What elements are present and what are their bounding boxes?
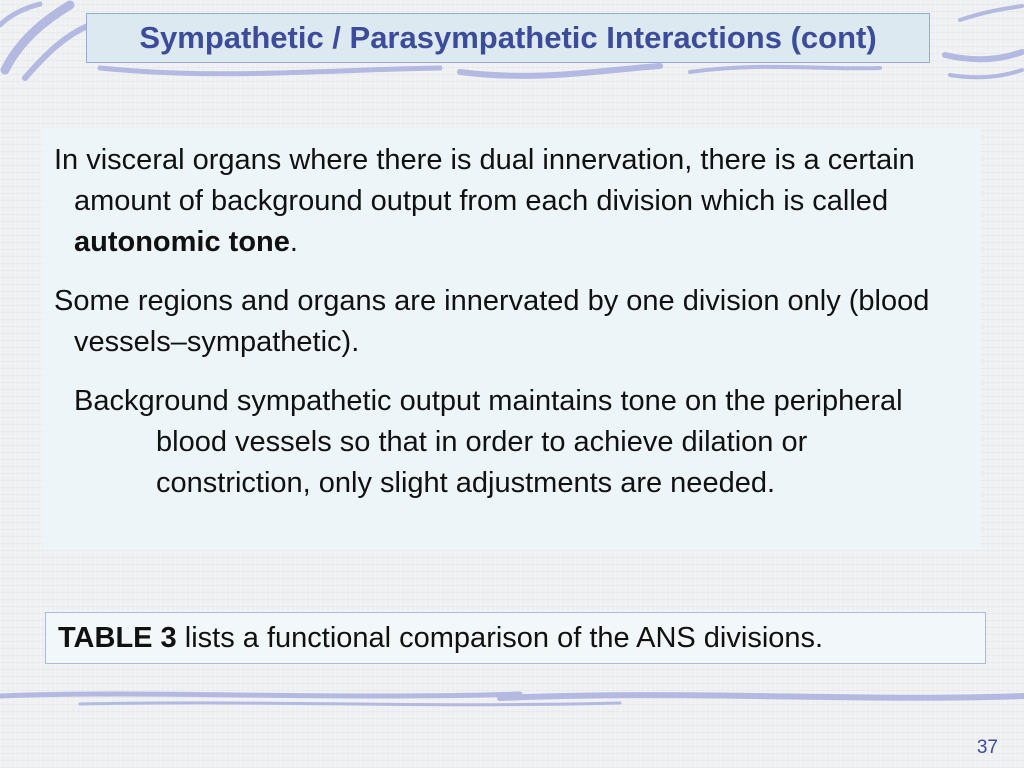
swoosh-top-left-3	[0, 4, 40, 25]
content-box	[42, 128, 980, 550]
table-note-box	[45, 612, 986, 664]
swoosh-bottom-2	[500, 695, 1024, 698]
autonomic-tone-term: autonomic tone	[74, 226, 290, 258]
swoosh-top-right-3	[960, 6, 1022, 20]
table-note-text: lists a functional comparison of the ANS divisions.	[176, 621, 824, 654]
swoosh-bottom-3	[80, 703, 620, 705]
table-note	[58, 622, 823, 655]
swoosh-top-right-1	[945, 52, 1022, 59]
title-box	[86, 13, 930, 63]
swoosh-top-3	[690, 67, 880, 72]
page-number: 37	[976, 737, 998, 758]
swoosh-bottom-1	[0, 694, 520, 696]
paragraph-single-innervation: Some regions and organs are innervated by one division only (blood vessels–sympathetic).	[54, 285, 930, 358]
paragraph-background-sympathetic: Background sympathetic output maintains tone on the peripheral blood vessels so that in order to achieve dilation or constriction, only slight adjustments are needed.	[74, 385, 903, 499]
paragraph-1-end: .	[289, 226, 298, 258]
swoosh-top-1	[100, 68, 440, 74]
table-reference: TABLE 3	[58, 621, 177, 654]
swoosh-top-right-2	[950, 70, 1022, 77]
paragraph-dual-innervation	[54, 140, 962, 263]
paragraph-1-text: In visceral organs where there is dual innervation, there is a certain amount of background output from each division which is called	[54, 144, 915, 217]
slide-title: Sympathetic / Parasympathetic Interactions (cont)	[139, 20, 877, 55]
swoosh-top-2	[460, 66, 660, 76]
